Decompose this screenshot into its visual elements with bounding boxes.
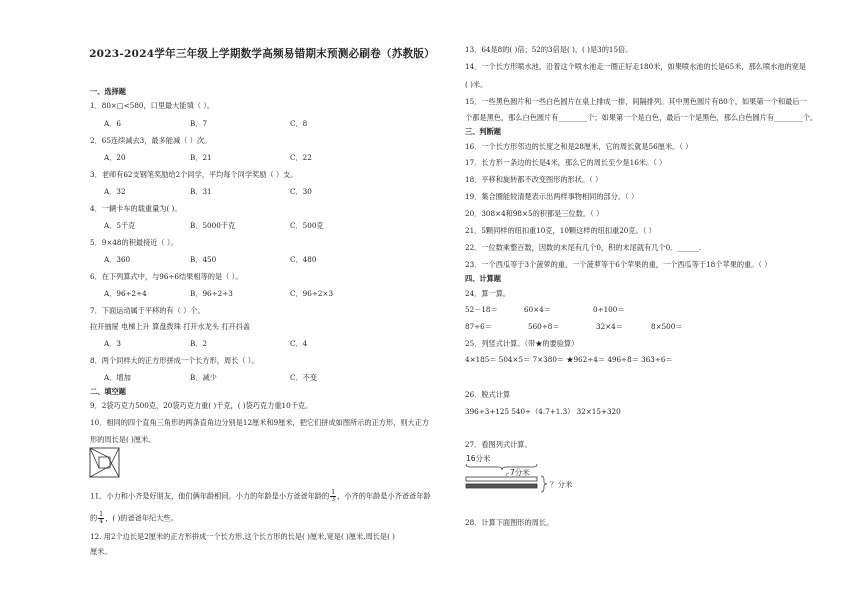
question-14-line1: 14．一个长方形喷水池，沿着这个喷水池走一圈正好走180米，如果喷水池的长是65米，那么喷水池的宽是	[465, 62, 807, 71]
square-pinwheel-figure	[89, 447, 120, 478]
question-14-line2: ( )米。	[465, 80, 488, 89]
question-3: 3．老师有62支钢笔奖励给2个同学，平均每个同学奖励（ ）支。	[90, 170, 298, 179]
q6-option-a: A．96÷2÷4	[104, 289, 147, 298]
question-10-line1: 10．相同的四个直角三角形的两条直角边分别是12厘米和9厘米，把它们拼成如图所示的正方形，则大正方	[90, 418, 430, 427]
q24-row1-item1: 52－18＝	[465, 305, 498, 314]
question-12-line2: 厘米。	[90, 547, 112, 556]
question-1: 1．80×□<580，口里最大能填（ ）。	[90, 101, 215, 110]
question-18: 18．平移和旋转都不改变图形的形状。（ ）	[465, 175, 603, 184]
question-25: 25．列竖式计算。（带★的要验算）	[465, 339, 579, 348]
q3-option-c: C．30	[290, 187, 312, 196]
q7-option-c: C．4	[290, 339, 308, 348]
question-28: 28．计算下面图形的周长。	[465, 518, 554, 527]
question-11-line2	[90, 512, 178, 525]
q4-option-a: A．5千克	[104, 221, 136, 230]
question-27: 27．看图列式计算。	[465, 440, 532, 449]
section-choice-heading: 一、选择题	[90, 87, 126, 96]
fraction-one-fourth	[98, 512, 104, 525]
q8-option-b: B．减少	[190, 373, 217, 382]
top-bar	[466, 477, 537, 481]
frac-numerator: 1	[99, 511, 104, 518]
question-24: 24．算一算。	[465, 289, 511, 298]
question-4: 4．一辆卡车的载重量为( )。	[90, 204, 182, 213]
q24-row2-item3: 32×4＝	[596, 322, 623, 331]
q3-option-b: B．31	[190, 187, 212, 196]
q11-text-c: 的	[90, 513, 98, 523]
q24-row2-item2: 560÷8＝	[528, 322, 560, 331]
q11-text-a: 11．小力和小齐是好朋友，他们俩年龄相同。小力的年龄是小方爸爸年龄的	[90, 491, 330, 501]
q1-option-a: A．6	[104, 119, 121, 128]
q5-option-b: B．450	[190, 255, 217, 264]
q2-option-b: B．21	[190, 153, 212, 162]
q11-text-d: ，( )的爸爸年纪大些。	[105, 513, 178, 523]
q1-option-c: C．8	[290, 119, 308, 128]
q26-problems: 396÷3+125 540÷（4.7+1.3） 32×15+320	[465, 407, 621, 416]
question-15-line1: 15．一些黑色圆片和一些白色圆片在桌上排成一排，间隔排列。其中黑色圆片有80个，如果第一个和最后一	[465, 97, 807, 106]
q3-option-a: A．32	[104, 187, 126, 196]
q11-text-b: ，小齐的年龄是小齐爸爸年龄	[337, 491, 431, 501]
bar-top-label: 16分米	[466, 454, 491, 463]
q4-option-b: B．5000千克	[190, 221, 236, 230]
q1-option-b: B．7	[190, 119, 208, 128]
q8-option-c: C．不变	[290, 373, 318, 382]
q2-option-c: C．22	[290, 153, 312, 162]
section-calc-heading: 四、计算题	[465, 274, 501, 283]
question-9: 9．2袋巧克力500克，20袋巧克力重( )千克，( )袋巧克力重10千克。	[90, 401, 313, 410]
question-5: 5．9×48的积最接近（ ）。	[90, 238, 178, 247]
question-12-line1: 12. 用2个边长是2厘米的正方形拼成一个长方形,这个长方形的长是( )厘米,宽是( )厘米,周长是( )	[90, 532, 395, 541]
question-6: 6．在下列算式中，与96÷6结果相等的是（ ）。	[90, 272, 243, 281]
question-7: 7．下面运动属于平移的有（ ）个。	[90, 306, 205, 315]
question-8: 8．两个同样大的正方形拼成一个长方形，周长（ ）。	[90, 356, 259, 365]
bar-mid-label: 7分米	[510, 468, 530, 477]
side-brace	[541, 476, 547, 492]
frac-denominator: 4	[99, 518, 104, 525]
question-26: 26．脱式计算	[465, 390, 511, 399]
question-21: 21．5颗同样的纽扣重10克，10颗这样的纽扣重20克。（ ）	[465, 226, 656, 235]
question-11-line1	[90, 490, 431, 503]
q25-problems: 4×185＝ 504×5＝ 7×380＝ ★962÷4＝ 496÷8＝ 363÷6＝	[465, 355, 673, 364]
q24-row2-item1: 87÷6＝	[465, 322, 492, 331]
q5-option-c: C．480	[290, 255, 317, 264]
question-20: 20．308×4和98×5的积都是三位数。（ ）	[465, 209, 604, 218]
q4-option-c: C．500克	[290, 221, 324, 230]
q8-option-a: A．增加	[104, 373, 131, 382]
question-23: 23．一个西瓜等于3个菠萝的重，一个菠萝等于6个苹果的重，一个西瓜等于18个苹果的重。（ ）	[465, 260, 772, 269]
q7-option-b: B．2	[190, 339, 208, 348]
question-13: 13．64是8的( )倍；52的3倍是( )，( )是3的15倍。	[465, 45, 633, 54]
question-22: 22．一位数乘整百数，因数的末尾有几个0，积的末尾就有几个0．______.	[465, 243, 702, 252]
question-2: 2．65连续减去3，最多能减（ ）次。	[90, 136, 212, 145]
question-16: 16．一个长方形邻边的长度之和是28厘米，它的周长就是56厘米。（ ）	[465, 142, 693, 151]
q6-option-c: C．96÷2×3	[290, 289, 334, 298]
bar-side-label: ？分米	[550, 480, 573, 489]
frac-numerator: 1	[331, 489, 336, 496]
exam-title: 2023-2024学年三年级上学期数学高频易错期末预测必刷卷（苏教版）	[89, 48, 435, 60]
section-judge-heading: 三、判断题	[465, 127, 501, 136]
bar-model-figure	[462, 452, 592, 497]
section-fill-heading: 二、填空题	[90, 387, 126, 396]
question-19: 19．集合圈能较清楚表示出两样事物相同的部分。（ ）	[465, 192, 639, 201]
q24-row1-item3: 0÷100＝	[593, 305, 625, 314]
q24-row1-item2: 60×4＝	[524, 305, 551, 314]
q2-option-a: A．20	[104, 153, 126, 162]
q6-option-b: B．96÷2÷3	[190, 289, 233, 298]
question-17: 17．长方形一条边的长是4米，那么它的周长至少是16米。（ ）	[465, 158, 667, 167]
fraction-one-third	[330, 490, 336, 503]
question-10-line2: 形的周长是( )厘米。	[90, 435, 156, 444]
frac-denominator: 3	[331, 496, 336, 503]
q5-option-a: A．360	[104, 255, 131, 264]
bottom-bar	[466, 484, 537, 488]
q24-row2-item4: 8×500＝	[651, 322, 683, 331]
q7-items: 拉开抽屉 电梯上升 算盘拨珠 打开水龙头 打开抖盖	[90, 322, 251, 331]
question-15-line2: 个都是黑色，那么白色圆片有________个；如果第一个是白色，最后一个是黑色，那么白色圆片有________个。	[465, 113, 818, 122]
q7-option-a: A．3	[104, 339, 121, 348]
